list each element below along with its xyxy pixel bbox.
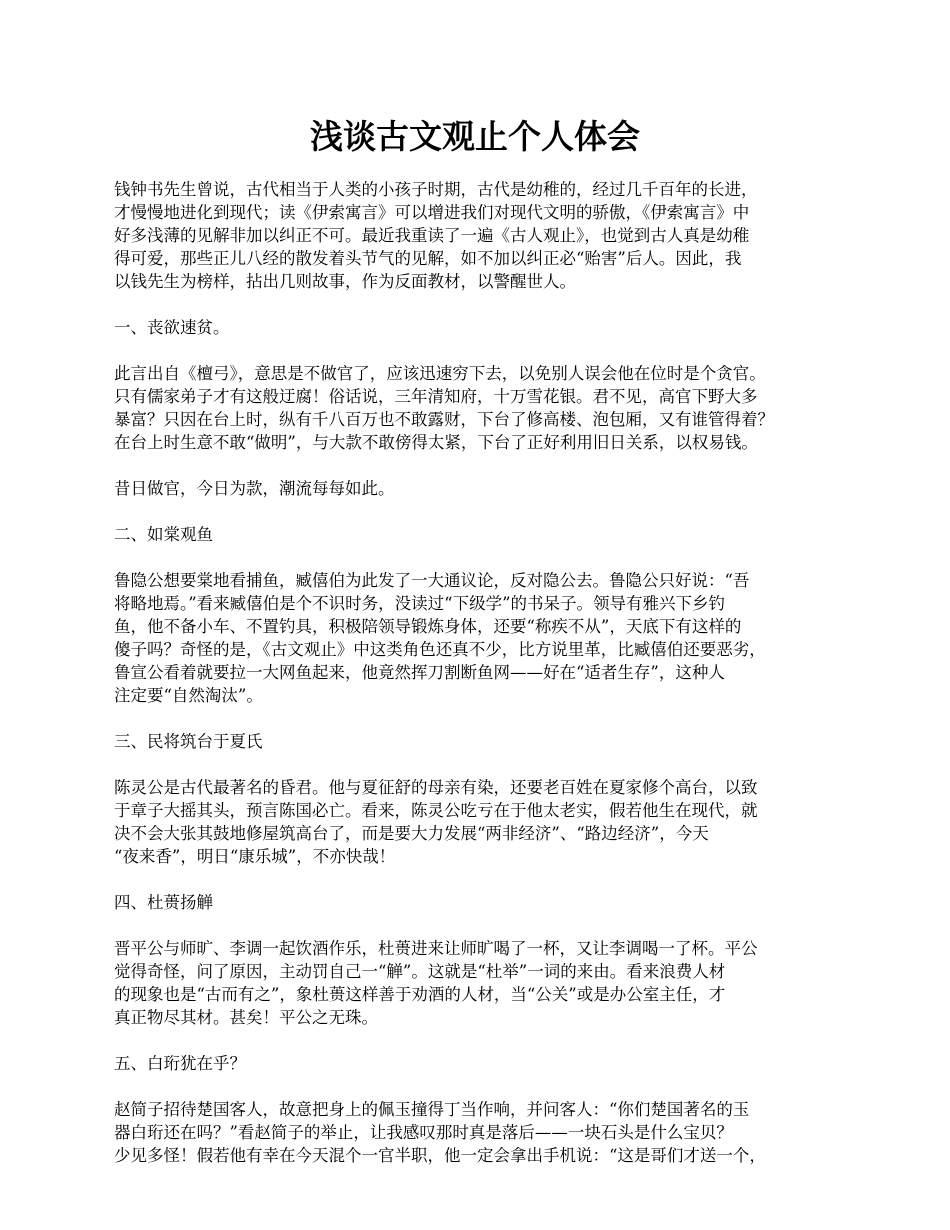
text-line: 赵简子招待楚国客人，故意把身上的佩玉撞得丁当作响，并问客人：“你们楚国著名的玉 (114, 1100, 750, 1119)
text-line: 钱钟书先生曾说，古代相当于人类的小孩子时期，古代是幼稚的，经过几千百年的长进， (114, 180, 758, 199)
text-line: 在台上时生意不敢“做明”，与大款不敢傍得太紧，下台了正好利用旧日关系，以权易钱。 (114, 433, 758, 452)
section-heading-2: 二、如棠观鱼 (114, 525, 213, 544)
text-line: 觉得奇怪，问了原因，主动罚自己一“觯”。这就是“杜举”一词的来由。看来浪费人材 (114, 962, 726, 981)
text-line: 以钱先生为榜样，拈出几则故事，作为反面教材，以警醒世人。 (114, 272, 576, 291)
section-1-paragraph-1 (114, 362, 854, 454)
text-line: 好多浅薄的见解非加以纠正不可。最近我重读了一遍《古人观止》，也觉到古人真是幼稚 (114, 226, 750, 245)
text-line: 器白珩还在吗？”看赵简子的举止，让我感叹那时真是落后——一块石头是什么宝贝？ (114, 1123, 733, 1142)
text-line: 昔日做官，今日为款，潮流每每如此。 (114, 479, 395, 498)
text-line: 得可爱，那些正儿八经的散发着头节气的见解，如不加以纠正必“贻害”后人。因此，我 (114, 249, 742, 268)
text-line: 只有儒家弟子才有这般迂腐！俗话说，三年清知府，十万雪花银。君不见，高官下野大多 (114, 387, 758, 406)
section-4-paragraph-1 (114, 937, 854, 1029)
text-line: 真正物尽其材。甚矣！平公之无珠。 (114, 1008, 378, 1027)
text-line: 少见多怪！假若他有幸在今天混个一官半职，他一定会拿出手机说：“这是哥们才送一个， (114, 1146, 766, 1165)
section-3-paragraph-1 (114, 776, 854, 868)
text-line: 的现象也是“古而有之”，象杜蒉这样善于劝酒的人材，当“公关”或是办公室主任，才 (114, 985, 726, 1004)
section-heading-3: 三、民将筑台于夏氏 (114, 732, 263, 751)
section-2-paragraph-1 (114, 569, 854, 707)
section-5-paragraph-1 (114, 1098, 854, 1167)
section-heading-1: 一、丧欲速贫。 (114, 318, 230, 337)
text-line: 注定要“自然淘汰”。 (114, 686, 263, 705)
document-body (114, 178, 854, 1190)
text-line: 鱼，他不备小车、不置钓具，积极陪领导锻炼身体，还要“称疾不从”，天底下有这样的 (114, 617, 742, 636)
text-line: 于章子大摇其头，预言陈国必亡。看来，陈灵公吃亏在于他太老实，假若他生在现代，就 (114, 801, 758, 820)
intro-paragraph (114, 178, 854, 293)
text-line: 决不会大张其鼓地修屋筑高台了，而是要大力发展“两非经济”、“路边经济”，今天 (114, 824, 709, 843)
text-line: 将略地焉。”看来臧僖伯是个不识时务，没读过“下级学”的书呆子。领导有雅兴下乡钓 (114, 594, 726, 613)
section-heading-5: 五、白珩犹在乎？ (114, 1054, 246, 1073)
text-line: 晋平公与师旷、李调一起饮酒作乐，杜蒉进来让师旷喝了一杯，又让李调喝一了杯。平公 (114, 939, 758, 958)
document-title: 浅谈古文观止个人体会 (310, 117, 640, 156)
section-heading-4: 四、杜蒉扬觯 (114, 893, 213, 912)
text-line: 此言出自《檀弓》，意思是不做官了，应该迅速穷下去，以免别人误会他在位时是个贪官。 (114, 364, 766, 383)
text-line: 暴富？只因在台上时，纵有千八百万也不敢露财，下台了修高楼、泡包厢，又有谁管得着？ (114, 410, 774, 429)
text-line: 陈灵公是古代最著名的昏君。他与夏征舒的母亲有染，还要老百姓在夏家修个高台，以致 (114, 778, 758, 797)
text-line: 鲁隐公想要棠地看捕鱼，臧僖伯为此发了一大通议论，反对隐公去。鲁隐公只好说：“吾 (114, 571, 750, 590)
text-line: 鲁宣公看着就要拉一大网鱼起来，他竟然挥刀割断鱼网——好在“适者生存”，这种人 (114, 663, 725, 682)
text-line: 傻子吗？奇怪的是，《古文观止》中这类角色还真不少，比方说里革，比臧僖伯还要恶劣， (114, 640, 766, 659)
text-line: “夜来香”，明日“康乐城”，不亦快哉！ (114, 847, 396, 866)
section-1-paragraph-2 (114, 477, 854, 500)
text-line: 才慢慢地进化到现代；读《伊索寓言》可以增进我们对现代文明的骄傲，《伊索寓言》中 (114, 203, 750, 222)
